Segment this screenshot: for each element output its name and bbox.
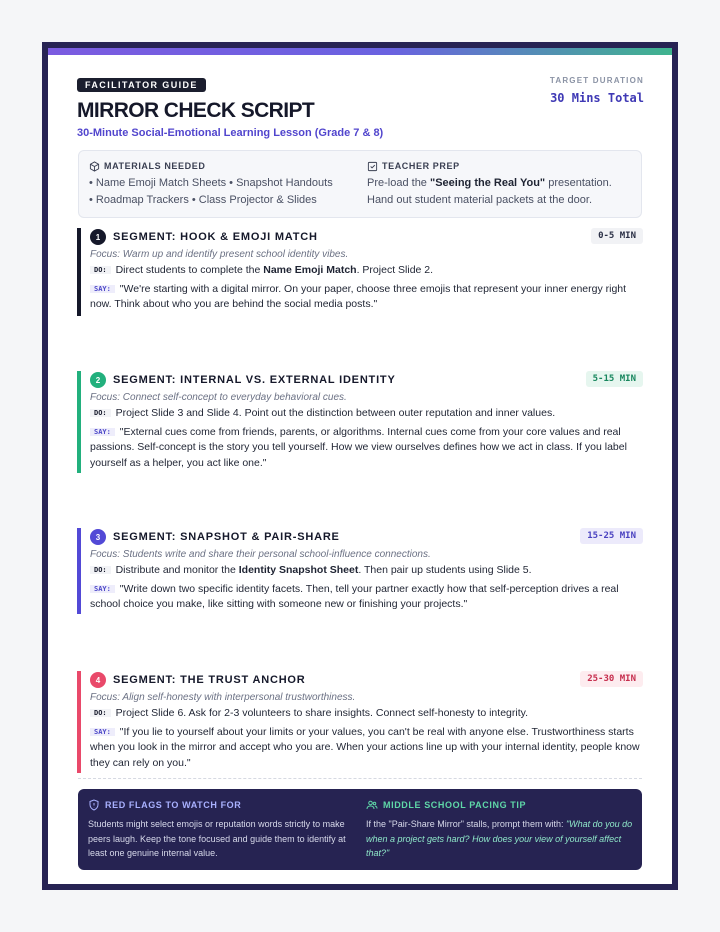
- document-frame: [42, 42, 678, 890]
- say-tag: SAY:: [90, 728, 115, 736]
- prep-heading: TEACHER PREP: [382, 161, 460, 171]
- users-icon: [366, 799, 378, 811]
- do-line: DO: Distribute and monitor the Identity Snapshot Sheet. Then pair up students using Slide 5.: [90, 563, 643, 579]
- pacing-tip-body: If the "Pair-Share Mirror" stalls, prompt them with: "What do you do when a project gets hard? How does your view of yourself affect that?": [366, 819, 633, 858]
- materials-column: [89, 160, 333, 206]
- do-line: DO: Project Slide 3 and Slide 4. Point out the distinction between outer reputation and inner values.: [90, 406, 643, 422]
- kicker-badge: FACILITATOR GUIDE: [77, 78, 206, 92]
- pacing-tip-heading: MIDDLE SCHOOL PACING TIP: [383, 800, 527, 810]
- say-tag: SAY:: [90, 285, 115, 293]
- segment-number: 2: [90, 372, 106, 388]
- segment-color-bar: [77, 528, 81, 614]
- accent-bar: [48, 48, 672, 55]
- segment-number: 1: [90, 229, 106, 245]
- do-tag: DO:: [90, 266, 111, 274]
- segment-title: SEGMENT: HOOK & EMOJI MATCH: [113, 231, 318, 243]
- dashed-divider: [78, 778, 642, 779]
- prep-column: [367, 160, 612, 206]
- red-flags-body: Students might select emojis or reputation words strictly to make peers laugh. Keep the tone focused and guide them to identify at least one genuine internal value.: [88, 819, 346, 858]
- segment-title: SEGMENT: SNAPSHOT & PAIR-SHARE: [113, 531, 340, 543]
- segment-1: [77, 228, 643, 316]
- segment-3: [77, 528, 643, 614]
- materials-line: • Name Emoji Match Sheets • Snapshot Handouts: [89, 177, 333, 189]
- do-tag: DO:: [90, 566, 111, 574]
- segment-time-badge: 25-30 MIN: [580, 671, 643, 687]
- footer-panel: [78, 789, 642, 870]
- pacing-tip-quote: "What do you do when a project gets hard? How does your view of yourself affect that?": [366, 819, 633, 858]
- segment-2: [77, 371, 643, 473]
- page-title: MIRROR CHECK SCRIPT: [77, 99, 315, 122]
- segment-focus: Focus: Students write and share their personal school-influence connections.: [90, 549, 431, 560]
- say-line: SAY: "We're starting with a digital mirror. On your paper, choose three emojis that represent your inner energy right now. Think about who you are behind the social media posts.": [90, 282, 627, 310]
- prep-line: Pre-load the "Seeing the Real You" presentation.: [367, 177, 612, 189]
- do-line: DO: Direct students to complete the Name Emoji Match. Project Slide 2.: [90, 263, 643, 279]
- segment-title: SEGMENT: THE TRUST ANCHOR: [113, 674, 306, 686]
- do-tag: DO:: [90, 709, 111, 717]
- segment-number: 4: [90, 672, 106, 688]
- say-line: SAY: "If you lie to yourself about your limits or your values, you can't be real with anyone else. Trustworthiness starts when you look in the mirror and accept who you are. When your actions line up with your internal identity, people know they can rely on you.": [90, 725, 640, 769]
- segment-color-bar: [77, 671, 81, 773]
- segment-focus: Focus: Connect self-concept to everyday behavioral cues.: [90, 392, 347, 403]
- page-subtitle: 30-Minute Social-Emotional Learning Lesson (Grade 7 & 8): [77, 127, 384, 139]
- segment-time-badge: 15-25 MIN: [580, 528, 643, 544]
- say-line: SAY: "External cues come from friends, parents, or algorithms. Internal cues come from your core values and real passions. Self-concept is the story you tell yourself. How we view ourselves defines how we act in class. If you label yourself as a helper, you act like one.": [90, 425, 627, 469]
- pacing-tip-column: [366, 799, 634, 861]
- say-tag: SAY:: [90, 585, 115, 593]
- segment-number: 3: [90, 529, 106, 545]
- materials-line: • Roadmap Trackers • Class Projector & Slides: [89, 194, 317, 206]
- segment-time-badge: 5-15 MIN: [586, 371, 643, 387]
- checkbox-icon: [367, 161, 378, 172]
- shield-alert-icon: [88, 799, 100, 811]
- say-line: SAY: "Write down two specific identity facets. Then, tell your partner exactly how that self-perception drives a real school choice you make, like sitting with someone new or finishing your projects.": [90, 582, 619, 610]
- duration-label: TARGET DURATION: [549, 76, 644, 85]
- segment-title: SEGMENT: INTERNAL VS. EXTERNAL IDENTITY: [113, 374, 396, 386]
- prep-line: Hand out student material packets at the door.: [367, 194, 593, 206]
- materials-panel: [78, 150, 642, 218]
- header: [48, 55, 672, 145]
- red-flags-column: [88, 799, 353, 861]
- segment-color-bar: [77, 371, 81, 473]
- cube-icon: [89, 161, 100, 172]
- segment-focus: Focus: Align self-honesty with interpersonal trustworthiness.: [90, 692, 356, 703]
- segment-4: [77, 671, 643, 773]
- say-tag: SAY:: [90, 428, 115, 436]
- document-page: [48, 48, 672, 884]
- segment-time-badge: 0-5 MIN: [591, 228, 643, 244]
- do-tag: DO:: [90, 409, 111, 417]
- materials-heading: MATERIALS NEEDED: [104, 161, 206, 171]
- segment-color-bar: [77, 228, 81, 316]
- red-flags-heading: RED FLAGS TO WATCH FOR: [105, 800, 242, 810]
- do-line: DO: Project Slide 6. Ask for 2-3 volunteers to share insights. Connect self-honesty to integrity.: [90, 706, 643, 722]
- segment-focus: Focus: Warm up and identify present school identity vibes.: [90, 249, 349, 260]
- duration-value: 30 Mins Total: [550, 91, 644, 105]
